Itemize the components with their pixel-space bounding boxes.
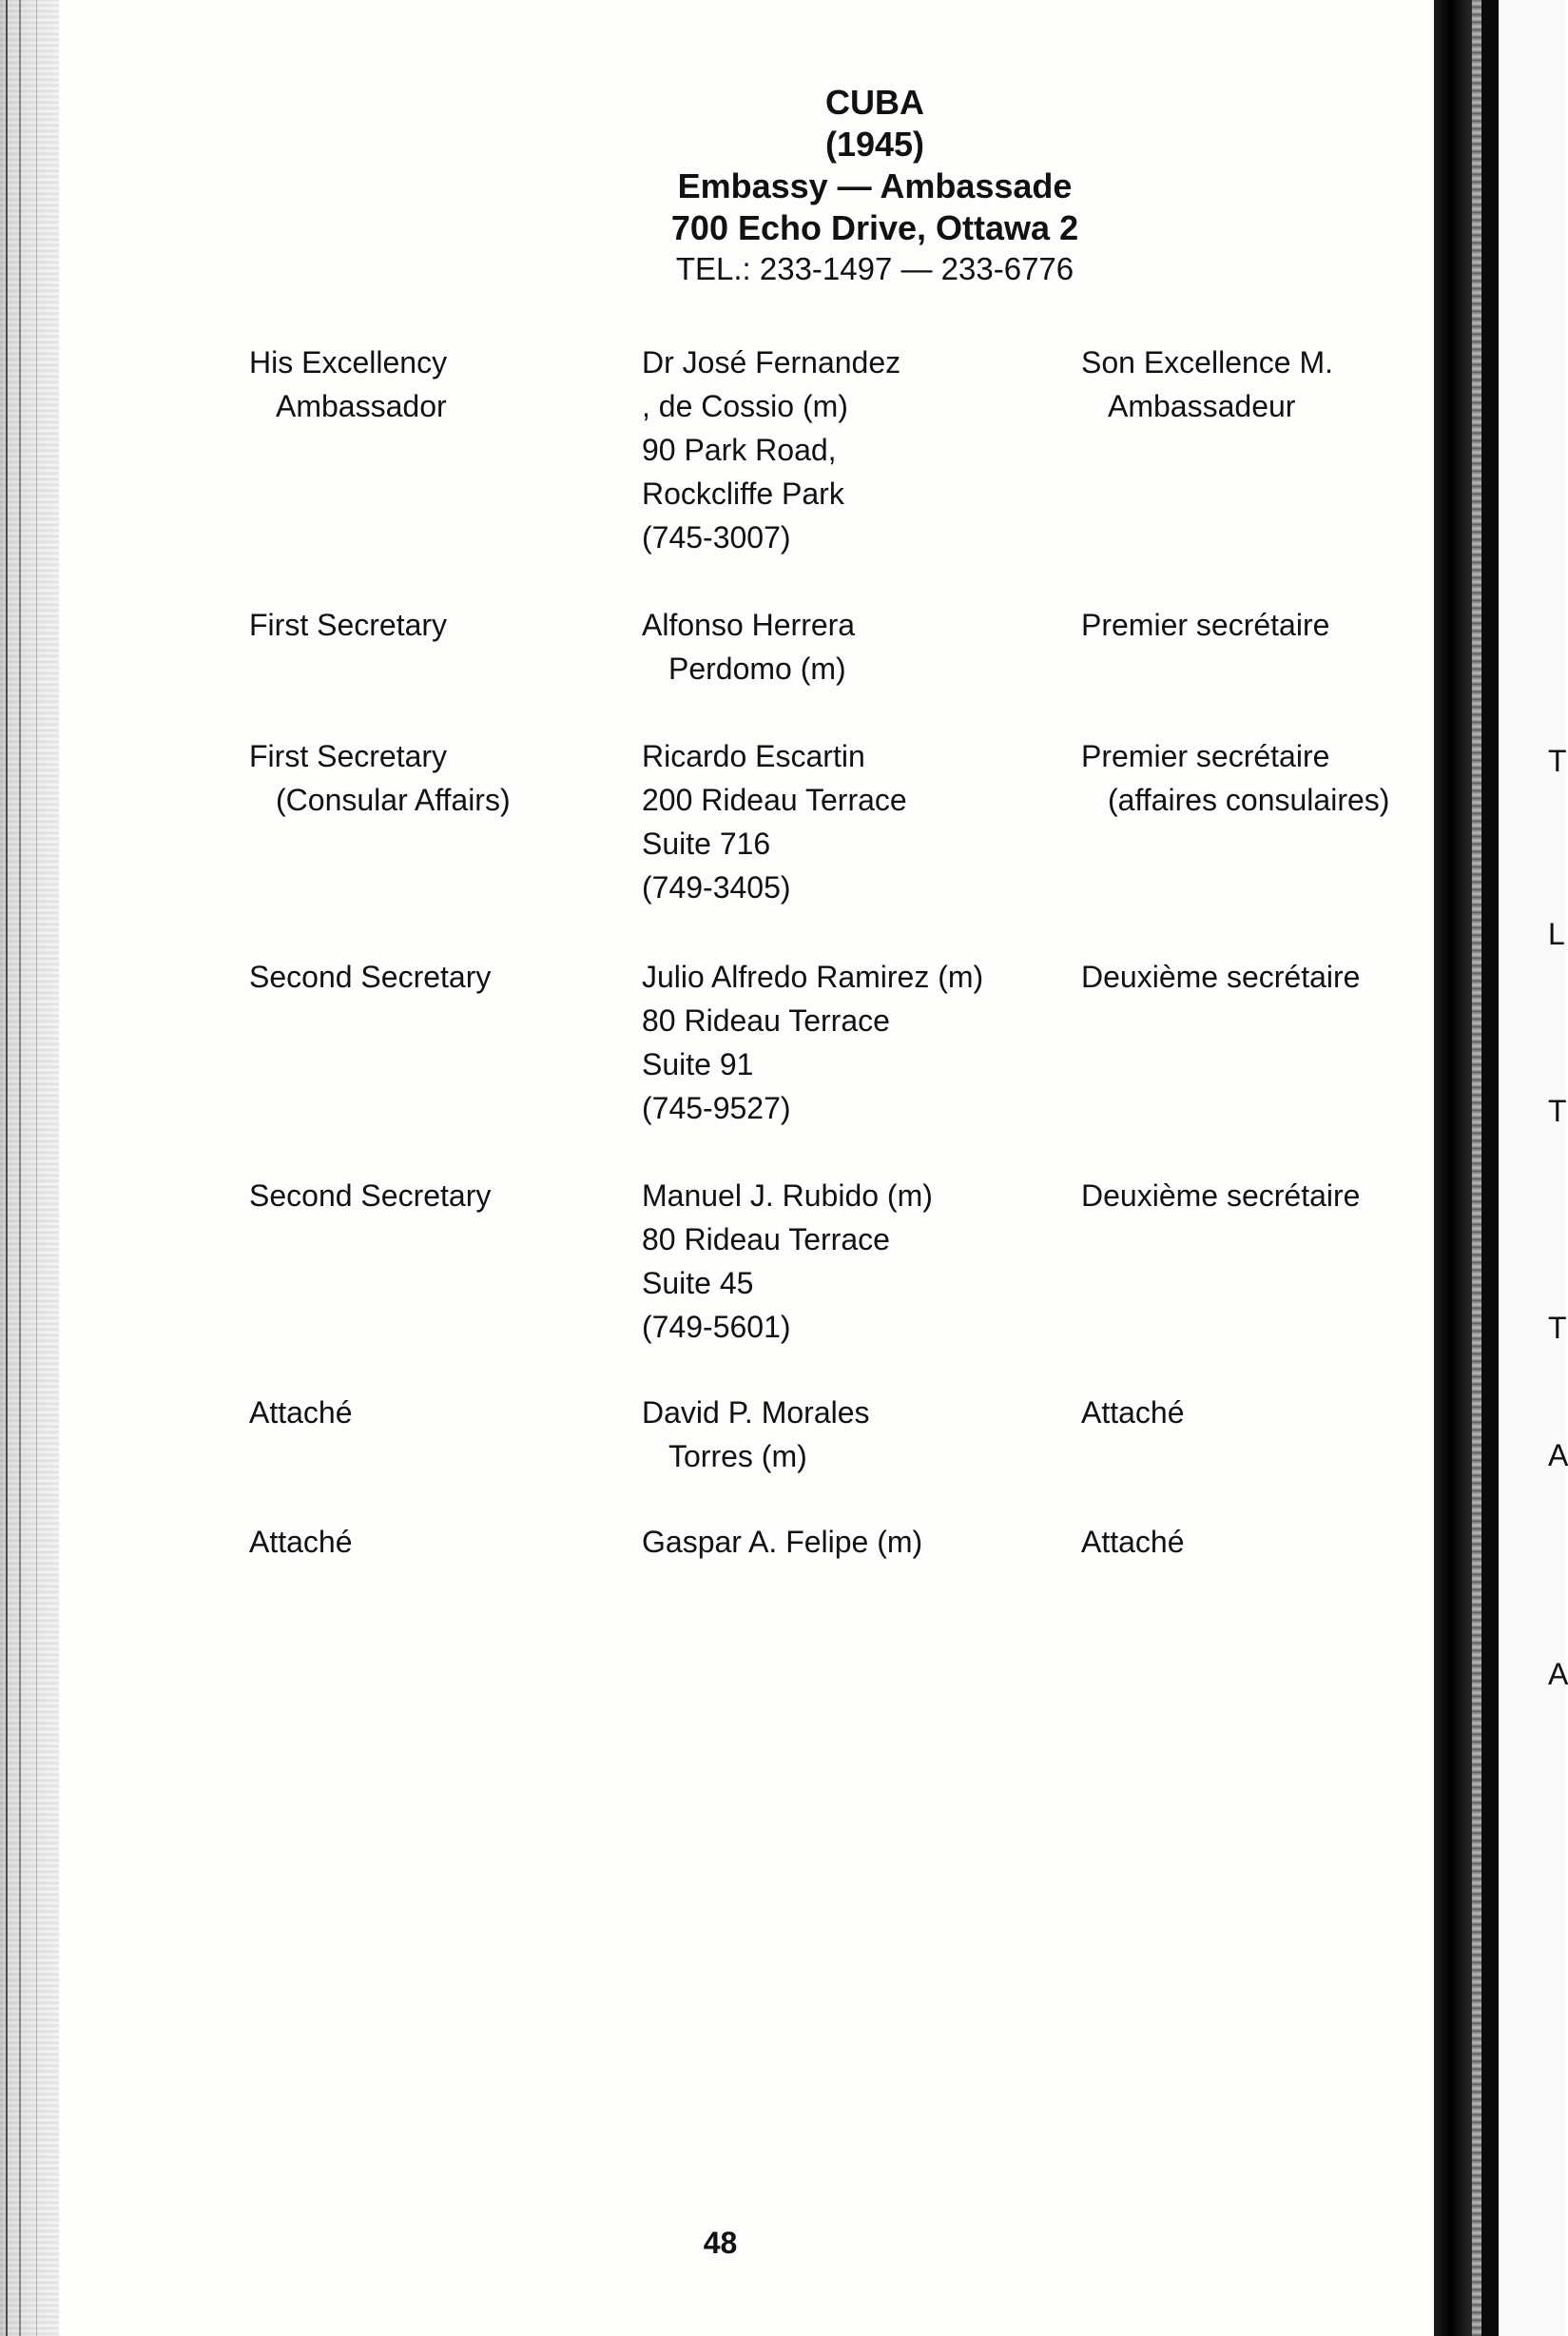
facing-page-letter: T	[1548, 744, 1567, 778]
phone-line: (749-5601)	[642, 1310, 791, 1344]
edge-rule	[36, 0, 37, 2336]
facing-page-letter: L	[1548, 917, 1565, 951]
name-line: Dr José Fernandez	[642, 345, 901, 380]
address-line: 200 Rideau Terrace	[642, 783, 907, 817]
page-gutter-shadow	[1481, 0, 1499, 2336]
title-french	[1081, 603, 1442, 647]
title-english	[249, 955, 610, 999]
staff-name-address	[642, 955, 1051, 1130]
title-english	[249, 1174, 610, 1217]
title-english	[249, 734, 610, 822]
title-english	[249, 1391, 610, 1434]
embassy-header	[571, 82, 1179, 289]
title-line: Attaché	[249, 1525, 353, 1559]
binding-edge	[0, 0, 59, 2336]
title-french	[1081, 955, 1442, 999]
phone-line: (745-3007)	[642, 520, 791, 555]
staff-name-address	[642, 1174, 1051, 1349]
address-line: 90 Park Road,	[642, 433, 837, 467]
name-line: Torres (m)	[668, 1439, 807, 1473]
edge-rule	[19, 0, 21, 2336]
title-line: Deuxième secrétaire	[1081, 960, 1361, 994]
title-french	[1081, 341, 1442, 428]
title-french	[1081, 1520, 1442, 1564]
address-line: Suite 716	[642, 827, 771, 861]
page-number-container	[0, 2226, 1566, 2261]
address-line: Suite 91	[642, 1047, 754, 1081]
name-line: David P. Morales	[642, 1395, 870, 1430]
name-line: Julio Alfredo Ramirez (m)	[642, 960, 984, 994]
address-line: Suite 45	[642, 1266, 754, 1300]
title-french	[1081, 1391, 1442, 1434]
title-line: Ambassadeur	[1108, 389, 1296, 423]
title-line: Second Secretary	[249, 1178, 492, 1213]
mission-type: Embassy — Ambassade	[677, 166, 1073, 205]
page-number: 48	[703, 2226, 738, 2260]
title-french	[1081, 1174, 1442, 1217]
title-english	[249, 1520, 610, 1564]
name-line: Gaspar A. Felipe (m)	[642, 1525, 923, 1559]
title-english	[249, 341, 610, 428]
name-line: Perdomo (m)	[668, 652, 846, 686]
address-line: Rockcliffe Park	[642, 477, 844, 511]
title-line: Attaché	[1081, 1525, 1185, 1559]
country-name: CUBA	[825, 83, 924, 122]
phone-line: (749-3405)	[642, 870, 791, 905]
staff-name-address	[642, 341, 1051, 559]
title-english	[249, 603, 610, 647]
title-line: Attaché	[1081, 1395, 1185, 1430]
title-line: First Secretary	[249, 739, 448, 773]
staff-name-address	[642, 603, 1051, 691]
title-line: Premier secrétaire	[1081, 739, 1330, 773]
edge-rule	[6, 0, 8, 2336]
phone-line: (745-9527)	[642, 1091, 791, 1125]
embassy-address: 700 Echo Drive, Ottawa 2	[670, 208, 1079, 247]
page-gutter-edge	[1472, 0, 1481, 2336]
title-line: His Excellency	[249, 345, 448, 380]
title-line: Premier secrétaire	[1081, 608, 1330, 642]
facing-page-letter: T	[1548, 1311, 1567, 1345]
title-line: Ambassador	[276, 389, 447, 423]
title-line: (Consular Affairs)	[276, 783, 511, 817]
name-line: , de Cossio (m)	[642, 389, 848, 423]
facing-page-letter: T	[1548, 1094, 1567, 1128]
staff-name-address	[642, 1520, 1051, 1564]
address-line: 80 Rideau Terrace	[642, 1222, 890, 1256]
staff-name-address	[642, 1391, 1051, 1478]
address-line: 80 Rideau Terrace	[642, 1003, 890, 1038]
title-line: (affaires consulaires)	[1108, 783, 1390, 817]
staff-name-address	[642, 734, 1051, 909]
facing-page-letter: A	[1548, 1438, 1568, 1472]
title-line: Second Secretary	[249, 960, 492, 994]
title-french	[1081, 734, 1442, 822]
name-line: Alfonso Herrera	[642, 608, 856, 642]
title-line: First Secretary	[249, 608, 448, 642]
title-line: Son Excellence M.	[1081, 345, 1334, 380]
embassy-telephone: TEL.: 233-1497 — 233-6776	[675, 251, 1074, 286]
established-year: (1945)	[824, 125, 925, 164]
title-line: Deuxième secrétaire	[1081, 1178, 1361, 1213]
title-line: Attaché	[249, 1395, 353, 1430]
name-line: Ricardo Escartin	[642, 739, 865, 773]
facing-page	[1499, 0, 1566, 2336]
facing-page-letter: A	[1548, 1657, 1568, 1691]
name-line: Manuel J. Rubido (m)	[642, 1178, 933, 1213]
